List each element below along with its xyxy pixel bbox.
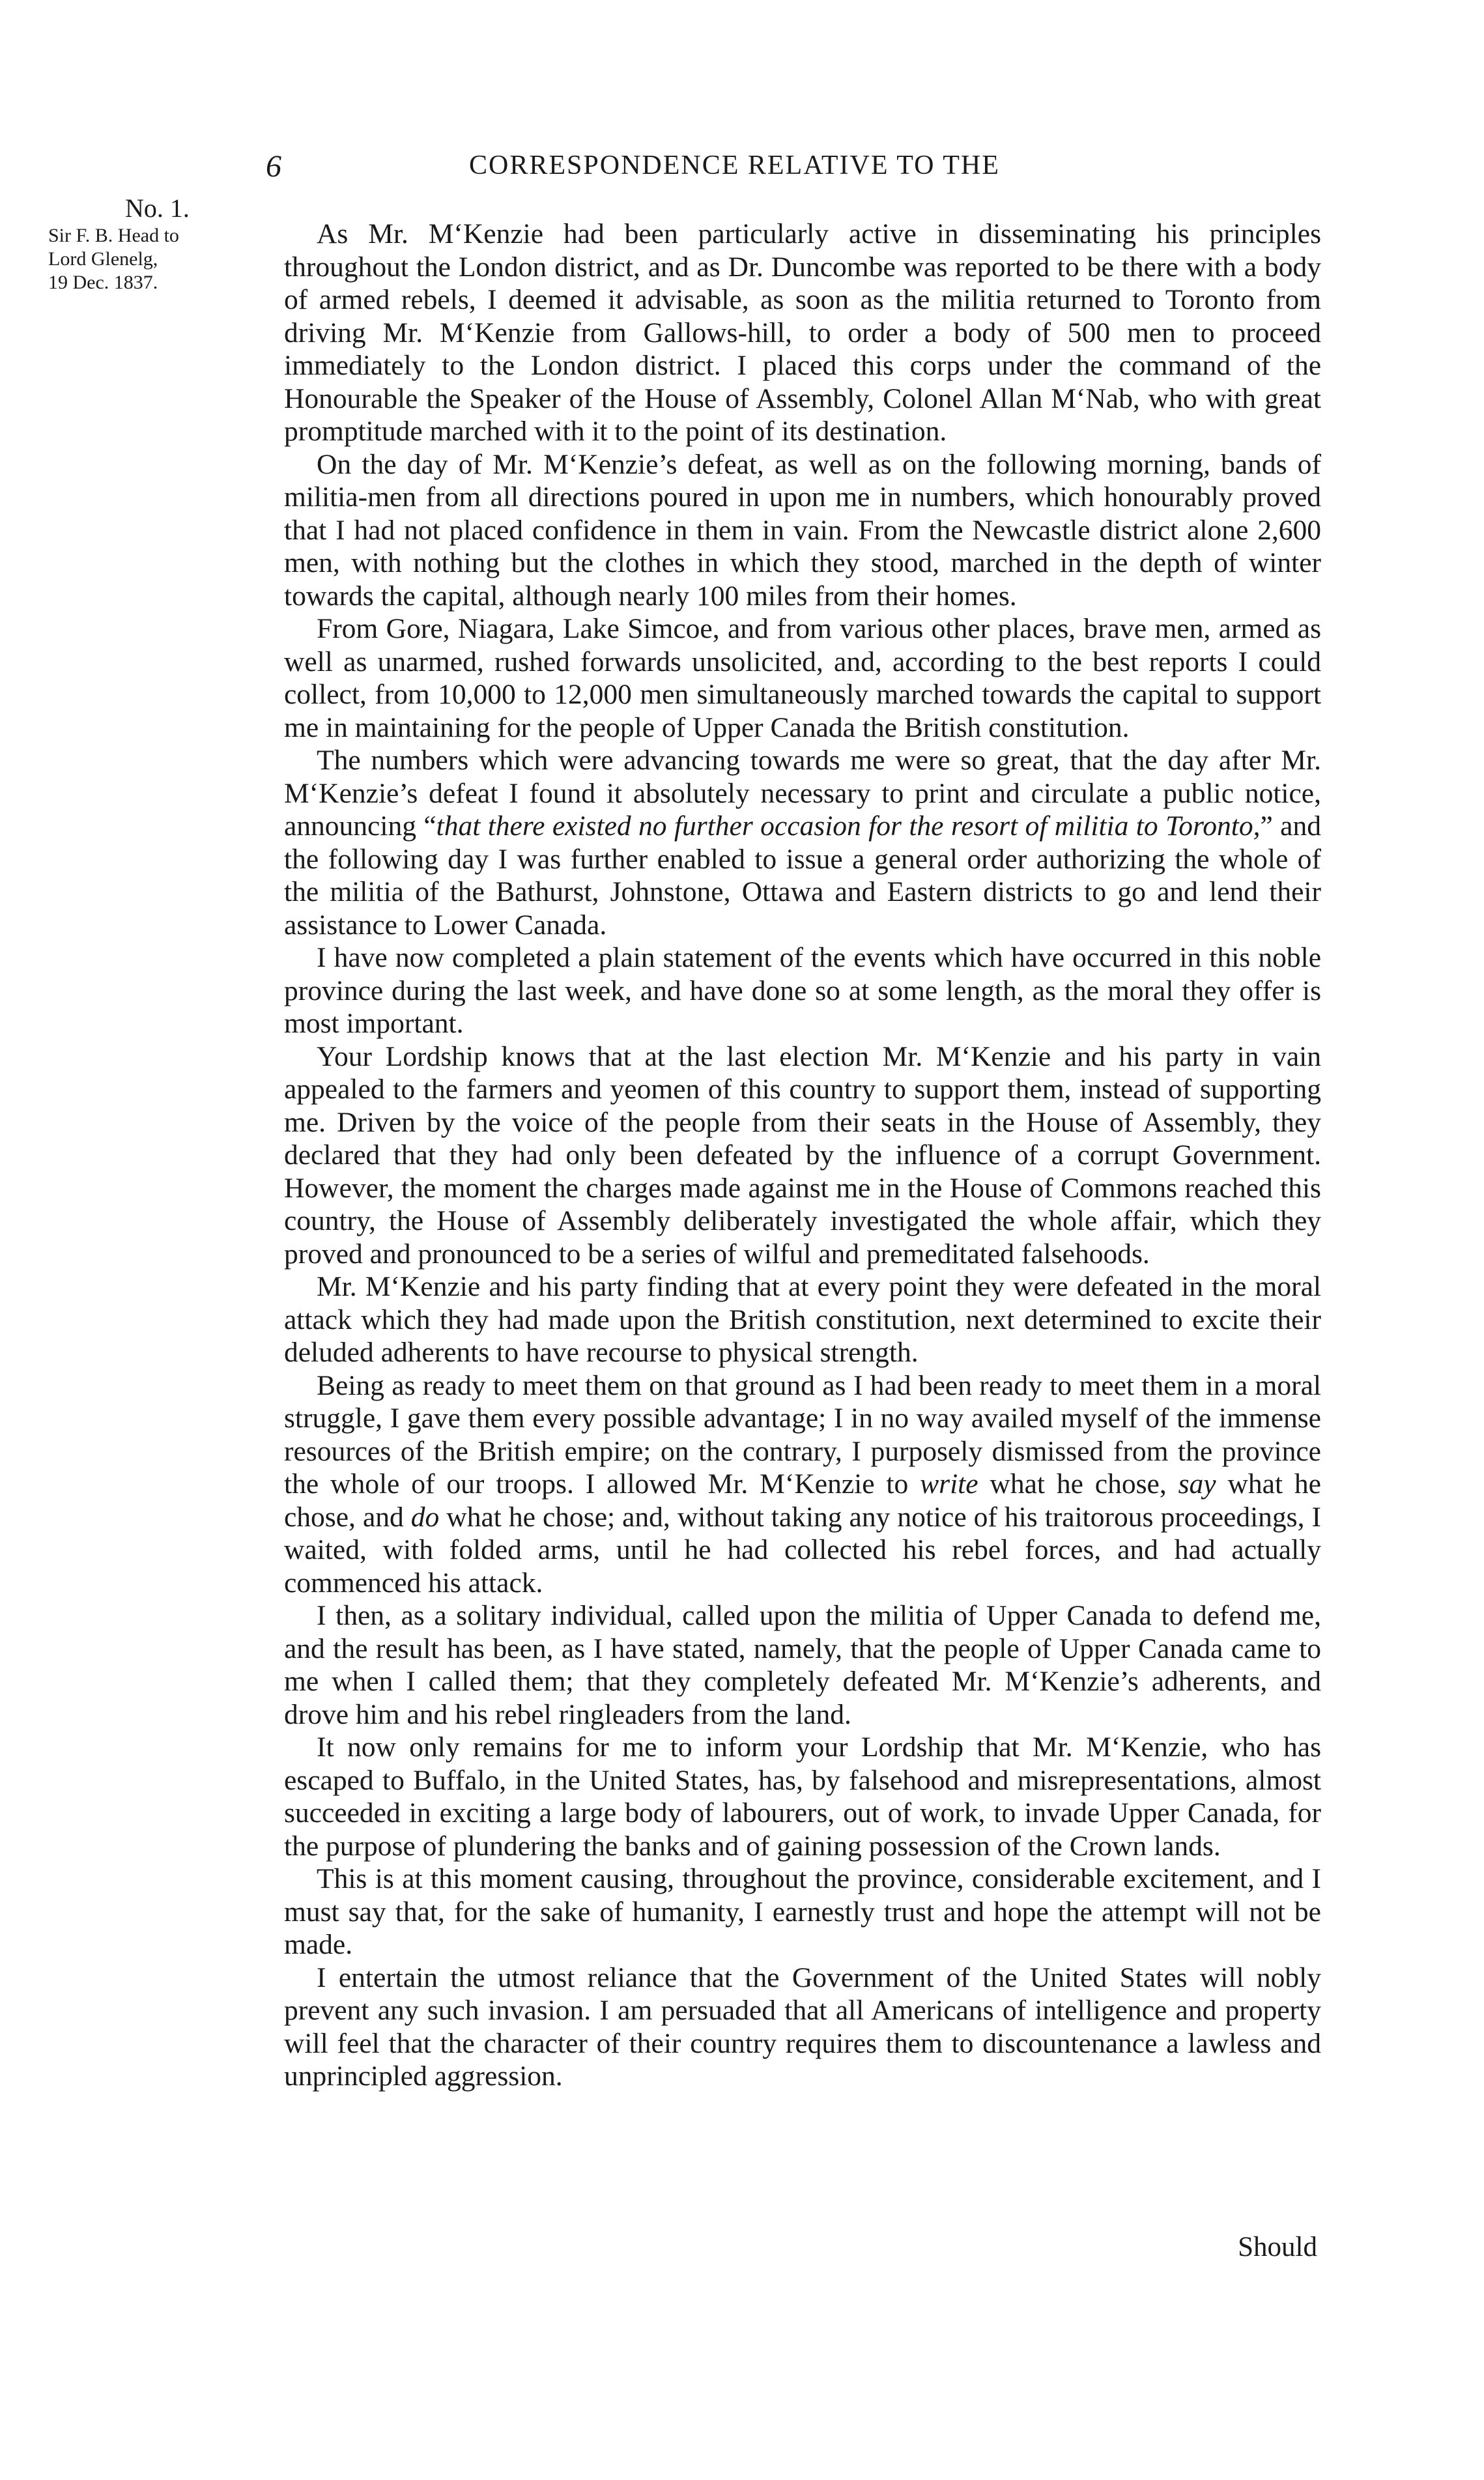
emphasis: do <box>410 1501 440 1533</box>
letter-body <box>284 218 1321 2093</box>
paragraph: I entertain the utmost reliance that the Government of the United States will nobly prevent any such invasion. I am persuaded that all Americans of intelligence and property will feel that the character of their country requires them to discountenance a lawless and unprincipled aggression. <box>284 1961 1321 2092</box>
paragraph-text: what he chose, and <box>284 1468 1321 1533</box>
paragraph: From Gore, Niagara, Lake Simcoe, and from various other places, brave men, armed as well as unarmed, rushed forwards unsolicited, and, according to the best reports I could collect, from 10,000 to 12,000 men simultaneously marched towards the capital to support me in maintaining for the people of Upper Canada the British constitution. <box>284 613 1321 743</box>
paragraph: It now only remains for me to inform your Lordship that Mr. M‘Kenzie, who has escaped to Buffalo, in the United States, has, by falsehood and misrepresentations, almost succeeded in exciting a large body of labourers, out of work, to invade Upper Canada, for the purpose of plundering the banks and of gaining possession of the Crown lands. <box>284 1732 1321 1862</box>
paragraph: As Mr. M‘Kenzie had been particularly active in disseminating his principles throughout the London district, and as Dr. Duncombe was reported to be there with a body of armed rebels, I deemed it advisable, as soon as the militia returned to Toronto from driving Mr. M‘Kenzie from Gallows-hill, to order a body of 500 men to proceed immediately to the London district. I placed this corps under the command of the Honourable the Speaker of the House of Assembly, Colonel Allan M‘Nab, who with great promptitude marched with it to the point of its destination. <box>284 218 1321 447</box>
paragraph: This is at this moment causing, throughout the province, considerable excitement, and I must say that, for the sake of humanity, I earnestly trust and hope the attempt will not be made. <box>284 1863 1321 1960</box>
paragraph: Your Lordship knows that at the last election Mr. M‘Kenzie and his party in vain appealed to the farmers and yeomen of this country to support them, instead of supporting me. Driven by the voice of the people from their seats in the House of Assembly, they declared that they had only been defeated by the influence of a corrupt Government. However, the moment the charges made against me in the House of Commons reached this country, the House of Assembly deliberately investigated the whole affair, which they proved and pronounced to be a series of wilful and premeditated falsehoods. <box>284 1040 1321 1270</box>
paragraph <box>284 1369 1321 1600</box>
quoted-notice: that there existed no further occasion for the resort of militia to Toronto, <box>436 810 1261 842</box>
page-number: 6 <box>266 149 281 184</box>
margin-note-date: 19 Dec. 1837. <box>48 272 158 293</box>
paragraph: I have now completed a plain statement of the events which have occurred in this noble province during the last week, and have done so at some length, as the moral they offer is most important. <box>284 942 1321 1039</box>
margin-note <box>48 193 270 294</box>
paragraph-text: Being as ready to meet them on that ground as I had been ready to meet them in a moral struggle, I gave them every possible advantage; I in no way availed myself of the immense resources of the British empire; on the contrary, I purposely dismissed from the province the whole of our troops. I allowed Mr. M‘Kenzie to <box>284 1369 1321 1500</box>
emphasis: write <box>920 1468 978 1500</box>
paragraph-text: The numbers which were advancing towards me were so great, that the day after Mr. M‘Kenzie’s defeat I found it absolutely necessary to print and circulate a public notice, announcing “ <box>284 745 1321 842</box>
catchword: Should <box>1238 2232 1317 2262</box>
paragraph-text: what he chose; and, without taking any notice of his traitorous proceedings, I waited, with folded arms, until he had collected his rebel forces, and had actually commenced his attack. <box>284 1501 1321 1599</box>
running-head: CORRESPONDENCE RELATIVE TO THE <box>469 150 1000 180</box>
paragraph-text: what he chose, <box>978 1468 1178 1500</box>
margin-note-from: Sir F. B. Head to <box>48 225 179 246</box>
paragraph: On the day of Mr. M‘Kenzie’s defeat, as well as on the following morning, bands of militia-men from all directions poured in upon me in numbers, which honourably proved that I had not placed confidence in them in vain. From the Newcastle district alone 2,600 men, with nothing but the clothes in which they stood, marched in the depth of winter towards the capital, although nearly 100 miles from their homes. <box>284 448 1321 612</box>
margin-note-to: Lord Glenelg, <box>48 248 158 270</box>
emphasis: say <box>1178 1468 1216 1500</box>
paragraph: I then, as a solitary individual, called upon the militia of Upper Canada to defend me, and the result has been, as I have stated, namely, that the people of Upper Canada came to me when I called them; that they completely defeated Mr. M‘Kenzie’s adherents, and drove him and his rebel ringleaders from the land. <box>284 1600 1321 1730</box>
paragraph-text: ” and the following day I was further enabled to issue a general order authorizing the whole of the militia of the Bathurst, Johnstone, Ottawa and Eastern districts to go and lend their assistance to Lower Canada. <box>284 810 1321 941</box>
document-number: No. 1. <box>125 193 190 223</box>
paragraph: Mr. M‘Kenzie and his party finding that at every point they were defeated in the moral attack which they had made upon the British constitution, next determined to excite their deluded adherents to have recourse to physical strength. <box>284 1271 1321 1368</box>
paragraph <box>284 744 1321 941</box>
